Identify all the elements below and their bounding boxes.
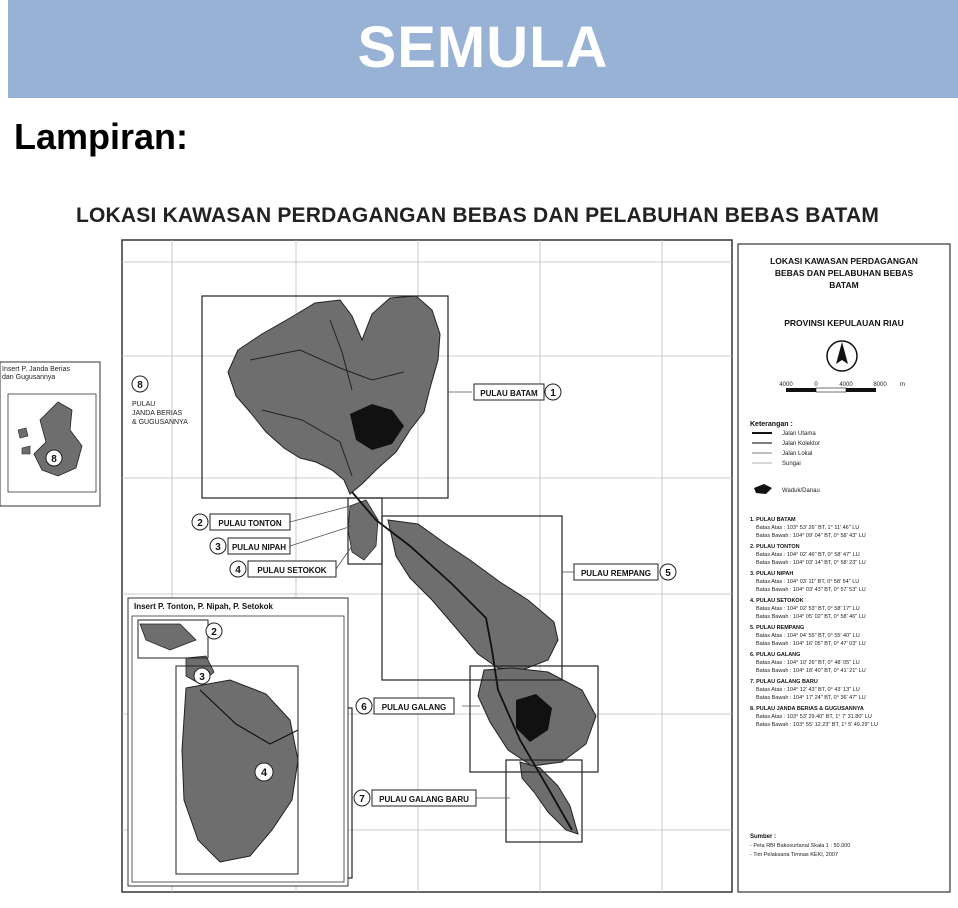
svg-text:JANDA BERIAS: JANDA BERIAS <box>132 410 183 417</box>
callout-galang-baru <box>354 790 476 806</box>
svg-text:LOKASI KAWASAN PERDAGANGAN: LOKASI KAWASAN PERDAGANGAN <box>770 256 918 266</box>
callout-batam <box>474 384 561 400</box>
svg-text:dan Gugusannya: dan Gugusannya <box>2 374 56 381</box>
svg-text:Batas Atas : 104° 04' 55" BT: Batas Atas : 104° 04' 55" BT, 0° 55' 40" LU <box>756 633 860 639</box>
svg-text:Batas Atas : 104° 12' 43" BT: Batas Atas : 104° 12' 43" BT, 0° 43' 13" LU <box>756 687 860 693</box>
title-banner <box>8 0 958 98</box>
svg-text:PULAU GALANG BARU: PULAU GALANG BARU <box>379 795 469 804</box>
svg-text:PROVINSI KEPULAUAN RIAU: PROVINSI KEPULAUAN RIAU <box>784 318 904 328</box>
svg-text:Batas Atas : 104° 02' 53" BT: Batas Atas : 104° 02' 53" BT, 0° 58' 17" LU <box>756 606 860 612</box>
svg-text:Jalan Lokal: Jalan Lokal <box>782 451 813 457</box>
svg-text:Batas Atas : 103° 53' 26" BT: Batas Atas : 103° 53' 26" BT, 1° 11' 46" LU <box>756 525 860 531</box>
svg-text:PULAU TONTON: PULAU TONTON <box>218 519 282 528</box>
svg-text:Batas Bawah : 103° 55' 12.23": Batas Bawah : 103° 55' 12.23" BT, 1° 5' 49.29" LU <box>756 722 879 728</box>
svg-text:2: 2 <box>197 518 203 529</box>
svg-text:5. PULAU REMPANG: 5. PULAU REMPANG <box>750 625 805 631</box>
north-arrow-icon <box>827 341 857 371</box>
svg-text:2: 2 <box>211 627 217 638</box>
svg-text:4000: 4000 <box>779 382 793 388</box>
svg-text:PULAU: PULAU <box>132 401 156 408</box>
svg-text:BEBAS DAN PELABUHAN BEBAS: BEBAS DAN PELABUHAN BEBAS <box>774 268 914 278</box>
svg-text:PULAU BATAM: PULAU BATAM <box>480 389 538 398</box>
svg-text:Batas Bawah : 104° 09' 04" BT,: Batas Bawah : 104° 09' 04" BT, 0° 58' 43" LU <box>756 533 866 539</box>
svg-text:Keterangan :: Keterangan : <box>750 421 793 428</box>
svg-text:m: m <box>900 382 905 388</box>
svg-text:8. PULAU JANDA BERIAS & GUGUSA: 8. PULAU JANDA BERIAS & GUGUSANNYA <box>750 706 864 712</box>
svg-text:3: 3 <box>215 542 221 553</box>
svg-text:2. PULAU TONTON: 2. PULAU TONTON <box>750 544 800 550</box>
svg-text:Insert P. Tonton, P. Nipah, P.: Insert P. Tonton, P. Nipah, P. Setokok <box>134 602 273 611</box>
svg-text:1: 1 <box>550 388 556 399</box>
svg-text:Insert P. Janda Berias: Insert P. Janda Berias <box>2 366 70 373</box>
svg-text:7. PULAU GALANG BARU: 7. PULAU GALANG BARU <box>750 679 818 685</box>
svg-text:Batas Bawah : 104° 18' 40" BT,: Batas Bawah : 104° 18' 40" BT, 0° 41' 21" LU <box>756 668 866 674</box>
svg-text:4: 4 <box>260 767 268 779</box>
inset-tonton-nipah-setokok <box>128 598 348 886</box>
svg-text:Batas Bawah : 104° 05' 02" BT,: Batas Bawah : 104° 05' 02" BT, 0° 58' 46" LU <box>756 614 866 620</box>
legend-panel <box>738 244 950 892</box>
svg-text:PULAU SETOKOK: PULAU SETOKOK <box>257 566 327 575</box>
svg-text:6. PULAU GALANG: 6. PULAU GALANG <box>750 652 801 658</box>
svg-text:BATAM: BATAM <box>829 280 859 290</box>
svg-text:5: 5 <box>665 568 671 579</box>
svg-text:Batas Atas : 104° 02' 46" BT: Batas Atas : 104° 02' 46" BT, 0° 58' 47" LU <box>756 552 860 558</box>
svg-text:Sungai: Sungai <box>782 461 801 467</box>
svg-text:0: 0 <box>814 382 818 388</box>
banner-title: SEMULA <box>357 15 609 80</box>
svg-text:3. PULAU NIPAH: 3. PULAU NIPAH <box>750 571 794 577</box>
svg-text:Waduk/Danau: Waduk/Danau <box>782 488 820 494</box>
svg-text:- Tim Pelaksana Timnas KEKI, 2: - Tim Pelaksana Timnas KEKI, 2007 <box>750 852 839 858</box>
svg-text:Batas Atas : 104° 10' 26" BT: Batas Atas : 104° 10' 26" BT, 0° 48' 05" LU <box>756 660 860 666</box>
svg-text:Jalan Kolektor: Jalan Kolektor <box>782 441 821 447</box>
svg-text:8: 8 <box>137 380 143 391</box>
svg-text:3: 3 <box>199 672 205 683</box>
svg-text:6: 6 <box>361 702 367 713</box>
inset-janda-berias <box>0 362 100 506</box>
svg-text:& GUGUSANNYA: & GUGUSANNYA <box>132 419 188 426</box>
attachment-heading: Lampiran: <box>14 116 189 157</box>
svg-text:Batas Bawah : 104° 17' 24" BT,: Batas Bawah : 104° 17' 24" BT, 0° 36' 47" LU <box>756 695 866 701</box>
svg-text:PULAU GALANG: PULAU GALANG <box>381 703 447 712</box>
map-title: LOKASI KAWASAN PERDAGANGAN BEBAS DAN PELABUHAN BEBAS BATAM <box>76 204 880 227</box>
svg-text:Batas Atas : 104° 03' 11" BT: Batas Atas : 104° 03' 11" BT, 0° 58' 54" LU <box>756 579 860 585</box>
svg-text:4. PULAU SETOKOK: 4. PULAU SETOKOK <box>750 598 804 604</box>
svg-text:PULAU REMPANG: PULAU REMPANG <box>580 569 652 578</box>
location-map <box>0 230 958 900</box>
svg-text:1. PULAU BATAM: 1. PULAU BATAM <box>750 517 796 523</box>
svg-text:4: 4 <box>235 565 241 576</box>
svg-text:Sumber :: Sumber : <box>750 834 777 840</box>
callout-nipah <box>210 538 290 554</box>
svg-text:7: 7 <box>359 794 365 805</box>
svg-text:PULAU NIPAH: PULAU NIPAH <box>231 543 287 552</box>
svg-text:8: 8 <box>51 454 57 465</box>
svg-text:4000: 4000 <box>839 382 853 388</box>
svg-text:Batas Bawah : 104° 16' 05" BT,: Batas Bawah : 104° 16' 05" BT, 0° 47' 03" LU <box>756 641 866 647</box>
svg-text:Batas Bawah : 104° 03' 14" BT,: Batas Bawah : 104° 03' 14" BT, 0° 58' 23" LU <box>756 560 866 566</box>
svg-text:Batas Bawah : 104° 03' 43" BT,: Batas Bawah : 104° 03' 43" BT, 0° 57' 53" LU <box>756 587 866 593</box>
svg-text:8000: 8000 <box>873 382 887 388</box>
svg-text:- Peta RBI Bakosurtanal Skala: - Peta RBI Bakosurtanal Skala 1 : 50.000 <box>750 843 851 849</box>
svg-text:Jalan Utama: Jalan Utama <box>782 431 816 437</box>
svg-text:Batas Atas : 103° 53' 29.40": Batas Atas : 103° 53' 29.40" BT, 1° 7' 31.80" LU <box>756 714 872 720</box>
